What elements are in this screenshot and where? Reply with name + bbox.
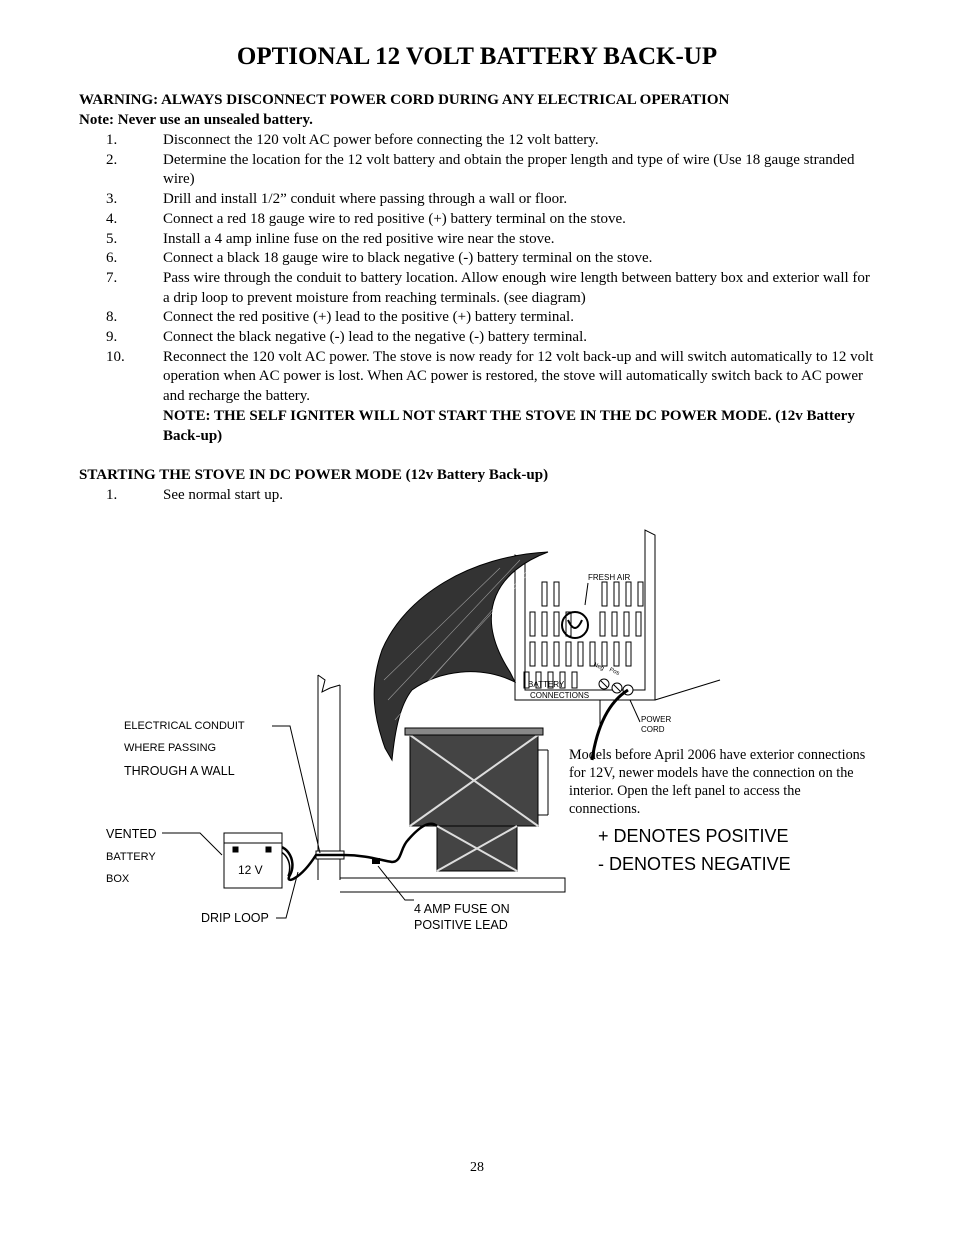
step-text: Connect a red 18 gauge wire to red positive (+) battery terminal on the stove. [163,210,626,227]
step-item [79,348,879,447]
stove-illustration [405,728,548,871]
neg-terminal-label: Neg [592,661,605,673]
step-number: 10. [106,348,125,365]
step-item [79,249,879,269]
step-text: Pass wire through the conduit to battery location. Allow enough wire length between battery box and exterior wall for a drip loop to prevent moisture from reaching terminals. (see diagram) [163,269,870,306]
step-item [79,151,879,190]
step-number: 2. [106,151,118,168]
pos-terminal-label: Pos [608,667,621,677]
step-number: 9. [106,329,118,346]
step-text: Drill and install 1/2” conduit where passing through a wall or floor. [163,191,568,208]
step-number: 1. [106,487,118,503]
drip-loop-label: DRIP LOOP [201,911,269,925]
step-number: 3. [106,191,118,208]
battery-connections-label: BATTERY [528,680,565,689]
page-number: 28 [470,1160,484,1175]
legend-negative: - DENOTES NEGATIVE [598,854,791,874]
step-item [79,328,879,348]
step-text: Connect the black negative (-) lead to the negative (-) battery terminal. [163,329,587,346]
battery-voltage-label: 12 V [238,863,263,877]
step-text: Connect a black 18 gauge wire to black negative (-) battery terminal on the stove. [163,250,653,267]
step-text: See normal start up. [163,487,283,503]
conduit-label-2: WHERE PASSING [124,742,217,754]
step-text: Connect the red positive (+) lead to the positive (+) battery terminal. [163,309,574,326]
step-text: Determine the location for the 12 volt battery and obtain the proper length and type of wire (Use 18 gauge stranded wire) [163,151,855,188]
step-number: 7. [106,269,118,286]
step-text: Install a 4 amp inline fuse on the red positive wire near the stove. [163,230,555,247]
step-item [79,190,879,210]
section-heading: STARTING THE STOVE IN DC POWER MODE (12v Battery Back-up) [79,467,549,483]
step-item [79,210,879,230]
fresh-air-label: FRESH AIR [588,573,631,582]
inline-fuse [372,858,380,864]
step-text: Disconnect the 120 volt AC power before connecting the 12 volt battery. [163,132,599,148]
step-item [79,230,879,250]
terminal-connectors [599,679,633,695]
step-number: 1. [106,132,118,148]
floor-line [340,878,565,892]
fuse-label-2: POSITIVE LEAD [414,918,508,932]
conduit-label-3: THROUGH A WALL [124,764,235,778]
step-item [79,269,879,308]
battery-note: Note: Never use an unsealed battery. [79,112,313,128]
conduit-label: ELECTRICAL CONDUIT [124,720,245,732]
models-note: Models before April 2006 have exterior connections for 12V, newer models have the connection on the interior. Open the left panel to access the connections. [569,747,866,817]
step-number: 6. [106,250,118,267]
battery-box [224,833,282,888]
step-text: Reconnect the 120 volt AC power. The stove is now ready for 12 volt back-up and will switch automatically to 12 volt operation when AC power is lost. When AC power is restored, the stove will automatically switch back to AC power and recharge the battery. [163,348,874,405]
step-item [79,131,879,151]
battery-wire [270,824,437,880]
vented-label-2: BATTERY [106,851,156,863]
igniter-note: NOTE: THE SELF IGNITER WILL NOT START THE STOVE IN THE DC POWER MODE. (12v Battery Back-up) [163,407,855,444]
exterior-wall [318,675,340,880]
power-cord-label: POWER [641,715,672,724]
step-item [79,308,879,328]
step-number: 4. [106,210,118,227]
legend-positive: + DENOTES POSITIVE [598,826,789,846]
instruction-steps [79,131,879,446]
fuse-label: 4 AMP FUSE ON [414,902,510,916]
vented-label-3: BOX [106,873,130,885]
power-cord-label-2: CORD [641,725,665,734]
page-title: OPTIONAL 12 VOLT BATTERY BACK-UP [236,43,718,70]
step-number: 8. [106,309,118,326]
battery-connections-label-2: CONNECTIONS [530,691,590,700]
step-number: 5. [106,230,118,247]
vented-label: VENTED [106,827,157,841]
warning-text: WARNING: ALWAYS DISCONNECT POWER CORD DURING ANY ELECTRICAL OPERATION [79,92,730,108]
